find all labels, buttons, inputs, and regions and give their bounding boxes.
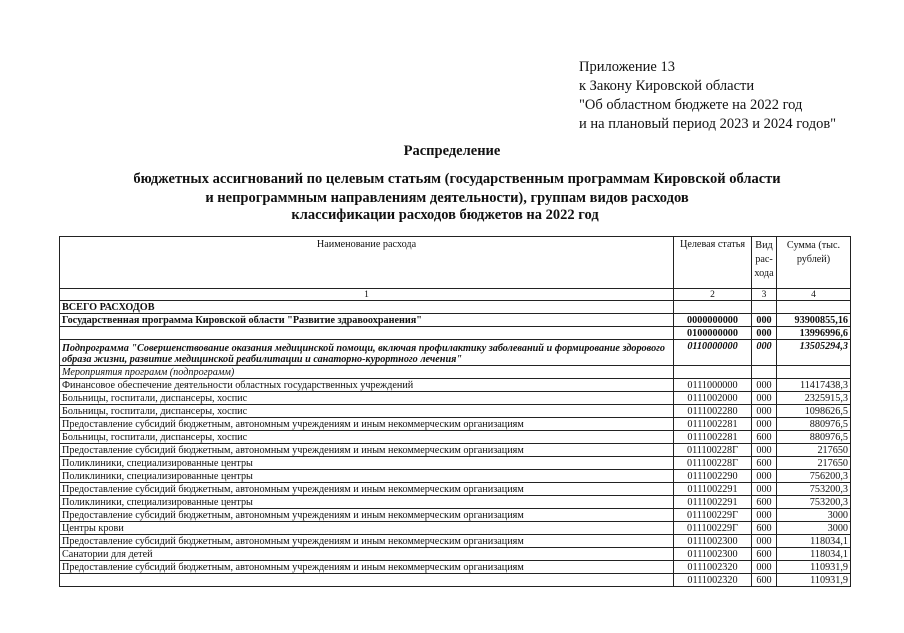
row-target-article: 011100229Г xyxy=(674,522,752,535)
row-target-article: 0111002320 xyxy=(674,574,752,587)
row-amount: 118034,1 xyxy=(777,535,851,548)
document-subtitle-line-3: классификации расходов бюджетов на 2022 год xyxy=(291,207,599,223)
row-name: Мероприятия программ (подпрограмм) xyxy=(60,366,674,379)
row-name: Финансовое обеспечение деятельности областных государственных учреждений xyxy=(60,379,674,392)
row-name: Предоставление субсидий бюджетным, автономным учреждениям и иным некоммерческим организациям xyxy=(60,483,674,496)
appendix-line-1: Приложение 13 xyxy=(579,59,675,75)
row-target-article: 011100228Г xyxy=(674,444,752,457)
row-amount: 217650 xyxy=(777,457,851,470)
row-amount: 753200,3 xyxy=(777,483,851,496)
row-expense-type: 000 xyxy=(752,379,777,392)
table-row xyxy=(60,431,851,444)
table-body xyxy=(60,301,851,587)
row-name: Больницы, госпитали, диспансеры, хоспис xyxy=(60,405,674,418)
row-target-article: 0111002320 xyxy=(674,561,752,574)
row-amount: 880976,5 xyxy=(777,431,851,444)
table-row xyxy=(60,522,851,535)
row-name: ВСЕГО РАСХОДОВ xyxy=(60,301,674,314)
table-row xyxy=(60,444,851,457)
row-name: Поликлиники, специализированные центры xyxy=(60,470,674,483)
row-amount: 880976,5 xyxy=(777,418,851,431)
row-target-article: 0111002281 xyxy=(674,431,752,444)
table-row xyxy=(60,535,851,548)
row-name: Предоставление субсидий бюджетным, автономным учреждениям и иным некоммерческим организациям xyxy=(60,444,674,457)
appendix-line-2: к Закону Кировской области xyxy=(579,78,755,94)
row-target-article: 0111002300 xyxy=(674,548,752,561)
row-target-article: 011100228Г xyxy=(674,457,752,470)
column-number: 1 xyxy=(60,289,674,301)
row-target-article xyxy=(674,366,752,379)
row-amount xyxy=(777,301,851,314)
column-number-row xyxy=(60,289,851,301)
table-row xyxy=(60,561,851,574)
row-expense-type: 000 xyxy=(752,392,777,405)
row-expense-type: 000 xyxy=(752,340,777,366)
row-name: Предоставление субсидий бюджетным, автономным учреждениям и иным некоммерческим организациям xyxy=(60,509,674,522)
row-name xyxy=(60,574,674,587)
column-number: 2 xyxy=(674,289,752,301)
row-name: Предоставление субсидий бюджетным, автономным учреждениям и иным некоммерческим организациям xyxy=(60,418,674,431)
row-expense-type: 600 xyxy=(752,574,777,587)
table-row xyxy=(60,314,851,327)
row-expense-type: 600 xyxy=(752,548,777,561)
row-expense-type: 600 xyxy=(752,431,777,444)
row-expense-type: 000 xyxy=(752,509,777,522)
row-expense-type: 000 xyxy=(752,405,777,418)
row-target-article: 0100000000 xyxy=(674,327,752,340)
row-expense-type: 000 xyxy=(752,444,777,457)
row-name: Центры крови xyxy=(60,522,674,535)
row-amount: 3000 xyxy=(777,509,851,522)
row-expense-type: 600 xyxy=(752,496,777,509)
appendix-line-4: и на плановый период 2023 и 2024 годов" xyxy=(579,116,837,132)
row-expense-type: 000 xyxy=(752,314,777,327)
row-expense-type: 000 xyxy=(752,327,777,340)
header-expense-type: Вид рас-хода xyxy=(752,237,777,289)
header-amount: Сумма (тыс. рублей) xyxy=(777,237,851,289)
table-row xyxy=(60,327,851,340)
table-row xyxy=(60,301,851,314)
row-expense-type: 000 xyxy=(752,470,777,483)
row-target-article: 0111002291 xyxy=(674,483,752,496)
row-amount: 217650 xyxy=(777,444,851,457)
appendix-line-3: "Об областном бюджете на 2022 год xyxy=(579,97,803,113)
table-row xyxy=(60,457,851,470)
row-target-article: 0000000000 xyxy=(674,314,752,327)
row-name: Больницы, госпитали, диспансеры, хоспис xyxy=(60,431,674,444)
row-amount: 13505294,3 xyxy=(777,340,851,366)
column-number: 4 xyxy=(777,289,851,301)
table-row xyxy=(60,418,851,431)
table-row xyxy=(60,483,851,496)
row-name: Поликлиники, специализированные центры xyxy=(60,457,674,470)
row-target-article: 0110000000 xyxy=(674,340,752,366)
row-amount: 11417438,3 xyxy=(777,379,851,392)
row-target-article: 011100229Г xyxy=(674,509,752,522)
row-name: Предоставление субсидий бюджетным, автономным учреждениям и иным некоммерческим организациям xyxy=(60,535,674,548)
table-row xyxy=(60,379,851,392)
row-expense-type: 000 xyxy=(752,483,777,496)
row-amount xyxy=(777,366,851,379)
document-subtitle-line-2: и непрограммным направлениям деятельности), группам видов расходов xyxy=(205,190,689,206)
row-target-article: 0111002290 xyxy=(674,470,752,483)
row-amount: 93900855,16 xyxy=(777,314,851,327)
column-number: 3 xyxy=(752,289,777,301)
row-name: Больницы, госпитали, диспансеры, хоспис xyxy=(60,392,674,405)
table-row xyxy=(60,405,851,418)
header-target-article: Целевая статья xyxy=(674,237,752,289)
row-expense-type: 600 xyxy=(752,457,777,470)
header-name: Наименование расхода xyxy=(60,237,674,289)
row-target-article: 0111000000 xyxy=(674,379,752,392)
table-row xyxy=(60,470,851,483)
table-row xyxy=(60,496,851,509)
row-name: Санатории для детей xyxy=(60,548,674,561)
row-name: Поликлиники, специализированные центры xyxy=(60,496,674,509)
row-amount: 753200,3 xyxy=(777,496,851,509)
row-target-article: 0111002291 xyxy=(674,496,752,509)
row-amount: 3000 xyxy=(777,522,851,535)
row-name: Предоставление субсидий бюджетным, автономным учреждениям и иным некоммерческим организациям xyxy=(60,561,674,574)
row-name xyxy=(60,327,674,340)
row-expense-type xyxy=(752,366,777,379)
row-name: Государственная программа Кировской области "Развитие здравоохранения" xyxy=(60,314,674,327)
row-expense-type: 000 xyxy=(752,535,777,548)
row-amount: 1098626,5 xyxy=(777,405,851,418)
row-amount: 2325915,3 xyxy=(777,392,851,405)
table-row xyxy=(60,548,851,561)
row-amount: 13996996,6 xyxy=(777,327,851,340)
row-target-article: 0111002000 xyxy=(674,392,752,405)
row-amount: 118034,1 xyxy=(777,548,851,561)
table-row xyxy=(60,392,851,405)
table-row xyxy=(60,366,851,379)
document-subtitle-line-1: бюджетных ассигнований по целевым статьям (государственным программам Кировской области xyxy=(133,171,781,187)
budget-table xyxy=(59,236,851,587)
row-expense-type: 600 xyxy=(752,522,777,535)
row-target-article: 0111002280 xyxy=(674,405,752,418)
row-amount: 756200,3 xyxy=(777,470,851,483)
row-target-article: 0111002281 xyxy=(674,418,752,431)
row-expense-type: 000 xyxy=(752,418,777,431)
table-header-row xyxy=(60,237,851,289)
table-row xyxy=(60,509,851,522)
row-amount: 110931,9 xyxy=(777,574,851,587)
document-title: Распределение xyxy=(403,143,501,159)
row-target-article xyxy=(674,301,752,314)
row-amount: 110931,9 xyxy=(777,561,851,574)
appendix-caption xyxy=(579,58,836,134)
row-name: Подпрограмма "Совершенствование оказания медицинской помощи, включая профилактику заболеваний и формирование здорового образа жизни, развитие медицинской реабилитации и санаторно-курортного лечения" xyxy=(60,340,674,366)
row-expense-type xyxy=(752,301,777,314)
row-expense-type: 000 xyxy=(752,561,777,574)
row-target-article: 0111002300 xyxy=(674,535,752,548)
table-row xyxy=(60,574,851,587)
table-row xyxy=(60,340,851,366)
